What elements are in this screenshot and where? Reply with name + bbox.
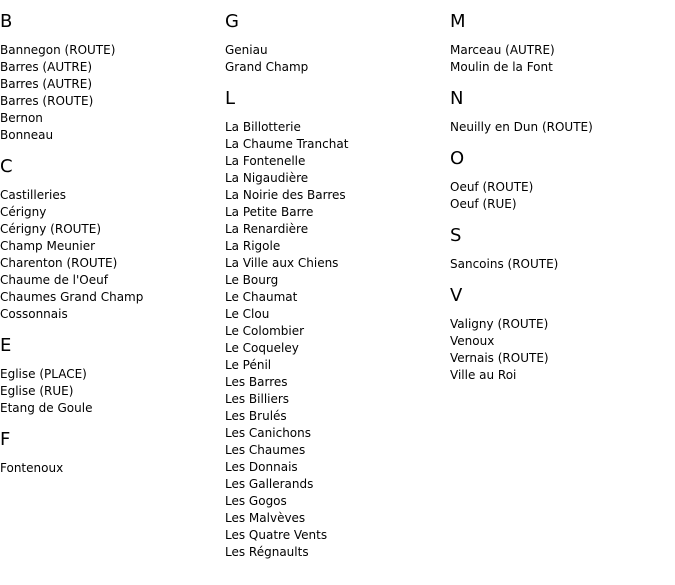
entry-list — [450, 119, 672, 136]
place-link[interactable]: Castilleries — [0, 188, 66, 202]
letter-heading: C — [0, 156, 13, 177]
place-link[interactable]: Cérigny — [0, 205, 47, 219]
place-link[interactable]: La Petite Barre — [225, 205, 314, 219]
place-link[interactable]: Cérigny (ROUTE) — [0, 222, 102, 236]
place-link[interactable]: Charenton (ROUTE) — [0, 256, 118, 270]
place-link[interactable]: La Fontenelle — [225, 154, 306, 168]
place-link[interactable]: La Billotterie — [225, 120, 301, 134]
letter-heading: N — [450, 88, 464, 109]
index-column-3 — [450, 0, 672, 397]
letter-heading: E — [0, 335, 12, 356]
place-link[interactable]: Les Canichons — [225, 426, 311, 440]
letter-section — [0, 430, 222, 477]
place-link[interactable]: Eglise (RUE) — [0, 384, 74, 398]
place-link[interactable]: Vernais (ROUTE) — [450, 351, 549, 365]
letter-section — [225, 12, 447, 76]
letter-section — [450, 226, 672, 273]
place-link[interactable]: La Chaume Tranchat — [225, 137, 349, 151]
place-link[interactable]: Chaumes Grand Champ — [0, 290, 144, 304]
place-link[interactable]: Etang de Goule — [0, 401, 93, 415]
letter-section — [450, 12, 672, 76]
place-link[interactable]: Barres (AUTRE) — [0, 60, 93, 74]
index-column-1 — [0, 0, 222, 490]
letter-heading: L — [225, 88, 236, 109]
letter-section — [450, 89, 672, 136]
place-link[interactable]: Fontenoux — [0, 461, 64, 475]
place-link[interactable]: Eglise (PLACE) — [0, 367, 87, 381]
place-link[interactable]: Les Barres — [225, 375, 288, 389]
entry-list — [225, 119, 447, 561]
place-link[interactable]: La Rigole — [225, 239, 281, 253]
entry-list — [450, 316, 672, 384]
place-link[interactable]: Les Gogos — [225, 494, 287, 508]
place-link[interactable]: Bernon — [0, 111, 43, 125]
place-link[interactable]: Moulin de la Font — [450, 60, 553, 74]
place-link[interactable]: Les Malvèves — [225, 511, 306, 525]
place-link[interactable]: Oeuf (RUE) — [450, 197, 517, 211]
place-link[interactable]: Les Donnais — [225, 460, 298, 474]
place-link[interactable]: Bonneau — [0, 128, 54, 142]
place-link[interactable]: Venoux — [450, 334, 495, 348]
place-link[interactable]: Cossonnais — [0, 307, 68, 321]
letter-heading: V — [450, 285, 463, 306]
place-link[interactable]: Grand Champ — [225, 60, 309, 74]
letter-section — [0, 157, 222, 323]
place-link[interactable]: Le Pénil — [225, 358, 272, 372]
place-link[interactable]: Les Chaumes — [225, 443, 306, 457]
letter-heading: B — [0, 11, 13, 32]
letter-heading: S — [450, 225, 462, 246]
letter-section — [225, 89, 447, 561]
place-link[interactable]: Oeuf (ROUTE) — [450, 180, 534, 194]
place-link[interactable]: Ville au Roi — [450, 368, 517, 382]
place-link[interactable]: Valigny (ROUTE) — [450, 317, 549, 331]
place-link[interactable]: Les Quatre Vents — [225, 528, 328, 542]
place-link[interactable]: La Renardière — [225, 222, 309, 236]
place-link[interactable]: Le Coqueley — [225, 341, 299, 355]
place-link[interactable]: La Nigaudière — [225, 171, 309, 185]
entry-list — [450, 179, 672, 213]
entry-list — [0, 366, 222, 417]
place-link[interactable]: Le Chaumat — [225, 290, 298, 304]
place-link[interactable]: Barres (AUTRE) — [0, 77, 93, 91]
place-link[interactable]: Champ Meunier — [0, 239, 96, 253]
entry-list — [0, 42, 222, 144]
letter-heading: M — [450, 11, 466, 32]
entry-list — [450, 42, 672, 76]
entry-list — [225, 42, 447, 76]
letter-heading: O — [450, 148, 465, 169]
place-link[interactable]: Les Brulés — [225, 409, 287, 423]
place-link[interactable]: Le Bourg — [225, 273, 279, 287]
letter-section — [0, 336, 222, 417]
index-column-2 — [225, 0, 447, 574]
letter-section — [0, 12, 222, 144]
place-link[interactable]: Geniau — [225, 43, 268, 57]
place-link[interactable]: Barres (ROUTE) — [0, 94, 94, 108]
place-link[interactable]: Le Clou — [225, 307, 270, 321]
entry-list — [0, 460, 222, 477]
place-link[interactable]: Les Billiers — [225, 392, 290, 406]
place-link[interactable]: La Noirie des Barres — [225, 188, 346, 202]
place-link[interactable]: Marceau (AUTRE) — [450, 43, 555, 57]
place-link[interactable]: Sancoins (ROUTE) — [450, 257, 559, 271]
letter-heading: F — [0, 429, 11, 450]
place-link[interactable]: Le Colombier — [225, 324, 305, 338]
entry-list — [450, 256, 672, 273]
place-link[interactable]: Bannegon (ROUTE) — [0, 43, 116, 57]
place-link[interactable]: La Ville aux Chiens — [225, 256, 339, 270]
place-link[interactable]: Les Régnaults — [225, 545, 309, 559]
place-link[interactable]: Les Gallerands — [225, 477, 314, 491]
letter-section — [450, 149, 672, 213]
entry-list — [0, 187, 222, 323]
letter-heading: G — [225, 11, 239, 32]
place-link[interactable]: Neuilly en Dun (ROUTE) — [450, 120, 593, 134]
place-link[interactable]: Chaume de l'Oeuf — [0, 273, 108, 287]
letter-section — [450, 286, 672, 384]
